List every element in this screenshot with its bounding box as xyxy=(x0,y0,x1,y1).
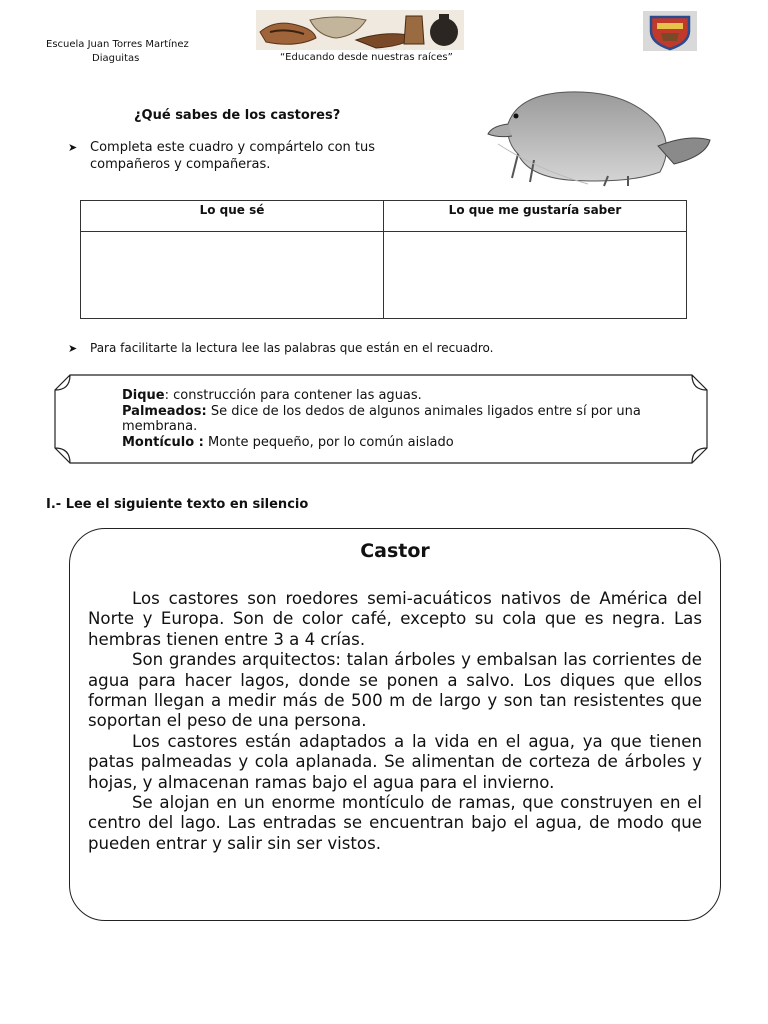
school-name xyxy=(46,38,189,66)
answer-cell-know[interactable] xyxy=(81,232,384,319)
vocab-sep: : xyxy=(164,388,170,403)
vocab-term: Montículo : xyxy=(122,434,204,450)
vocabulary-list xyxy=(122,388,682,450)
vocab-item xyxy=(122,404,682,435)
instruction-text: Completa este cuadro y compártelo con tus compañeros y compañeras. xyxy=(90,140,376,172)
school-name-line1: Escuela Juan Torres Martínez xyxy=(46,39,189,50)
vocab-definition: Se dice de los dedos de algunos animales ligados entre sí por una membrana. xyxy=(122,403,641,434)
reading-paragraph: Los castores son roedores semi-acuáticos nativos de América del Norte y Europa. Son de color café, excepto su cola que es negra. Las hembras tienen entre 3 a 4 crías. xyxy=(88,589,702,649)
reading-paragraph: Se alojan en un enorme montículo de ramas, que construyen en el centro del lago. Las entradas se encuentran bajo el agua, de modo que pueden entrar y salir sin ser vistos. xyxy=(88,793,702,853)
section-number: I.- xyxy=(46,497,62,512)
vocab-term: Dique xyxy=(122,388,165,403)
school-emblem xyxy=(643,11,697,51)
beaver-illustration xyxy=(478,84,714,188)
answer-cell-want-to-know[interactable] xyxy=(384,232,687,319)
section-label: Lee el siguiente texto en silencio xyxy=(65,497,309,512)
vocab-item xyxy=(122,435,682,451)
school-motto: “Educando desde nuestras raíces” xyxy=(280,52,453,63)
reading-title: Castor xyxy=(360,540,430,562)
column-header-want-to-know: Lo que me gustaría saber xyxy=(384,201,687,232)
pottery-illustration xyxy=(256,10,464,50)
reading-paragraph: Son grandes arquitectos: talan árboles y embalsan las corrientes de agua para hacer lagos, donde se ponen a salvo. Los diques que ellos forman llegan a medir más de 500 m de largo y son tan resistentes que soportan el peso de una persona. xyxy=(88,650,702,731)
school-name-line2: Diaguitas xyxy=(92,53,140,64)
table-header-row xyxy=(81,201,687,232)
vocab-term: Palmeados: xyxy=(122,403,207,419)
reading-text xyxy=(88,589,702,854)
reading-hint-bullet xyxy=(68,340,628,357)
vocab-definition: construcción para contener las aguas. xyxy=(169,388,422,403)
reading-hint-text: Para facilitarte la lectura lee las palabras que están en el recuadro. xyxy=(90,341,494,355)
arrow-bullet-icon: ➤ xyxy=(68,342,78,355)
worksheet-title: ¿Qué sabes de los castores? xyxy=(134,108,341,123)
column-header-know: Lo que sé xyxy=(81,201,384,232)
vocab-definition: Monte pequeño, por lo común aislado xyxy=(203,434,454,450)
section-heading xyxy=(46,497,308,512)
table-answer-row xyxy=(81,232,687,319)
vocab-item xyxy=(122,388,682,404)
instruction-bullet xyxy=(68,139,438,173)
reading-paragraph: Los castores están adaptados a la vida en el agua, ya que tienen patas palmeadas y cola aplanada. Se alimentan de corteza de árboles y hojas, y almacenan ramas bajo el agua para el invierno. xyxy=(88,731,702,792)
arrow-bullet-icon: ➤ xyxy=(68,141,78,154)
kwl-table xyxy=(80,200,687,319)
